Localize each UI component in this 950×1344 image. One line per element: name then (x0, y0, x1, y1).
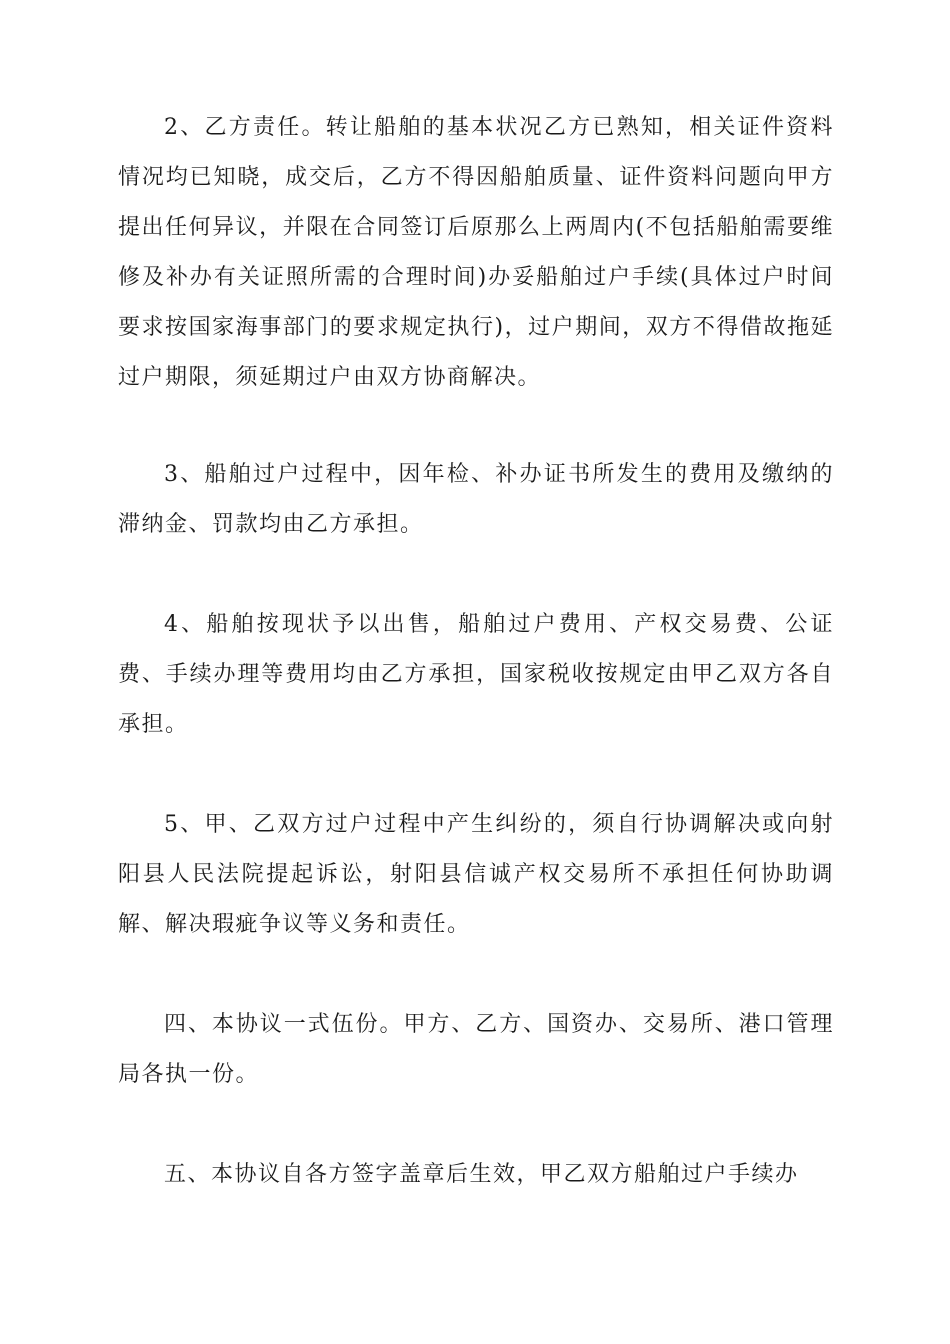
paragraph-effective: 五、本协议自各方签字盖章后生效，甲乙双方船舶过户手续办 (164, 1162, 799, 1187)
paragraph-transfer-fees: 3、船舶过户过程中，因年检、补办证书所发生的费用及缴纳的滞纳金、罚款均由乙方承担。 (118, 462, 834, 537)
paragraph-buyer-responsibility: 2、乙方责任。转让船舶的基本状况乙方已熟知，相关证件资料情况均已知晓，成交后，乙方不得因船舶质量、证件资料问题向甲方提出任何异议，并限在合同签订后原那么上两周内(不包括船舶需要维修及补办有关证照所需的合理时间)办妥船舶过户手续(具体过户时间要求按国家海事部门的要求规定执行)，过户期间，双方不得借故拖延过户期限，须延期过户由双方协商解决。 (118, 115, 834, 390)
paragraph-sale-as-is: 4、船舶按现状予以出售，船舶过户费用、产权交易费、公证费、手续办理等费用均由乙方承担，国家税收按规定由甲乙双方各自承担。 (118, 612, 834, 737)
paragraph-disputes: 5、甲、乙双方过户过程中产生纠纷的，须自行协调解决或向射阳县人民法院提起诉讼，射阳县信诚产权交易所不承担任何协助调解、解决瑕疵争议等义务和责任。 (118, 812, 834, 937)
paragraph-copies: 四、本协议一式伍份。甲方、乙方、国资办、交易所、港口管理局各执一份。 (118, 1012, 834, 1087)
